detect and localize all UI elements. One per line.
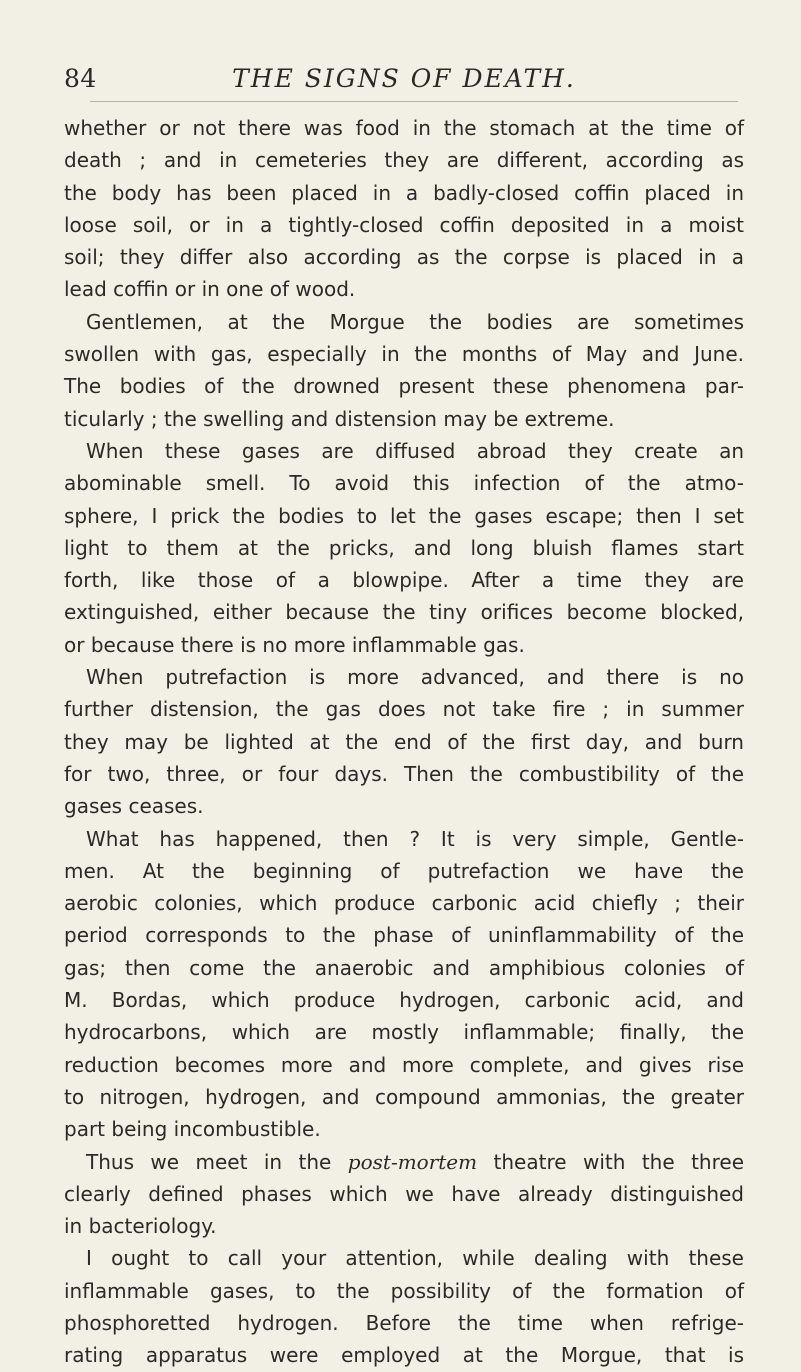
page-number: 84 [64,64,97,93]
text-line: Gentlemen, at the Morgue the bodies are sometimes [86,309,744,334]
body-text [64,112,744,1372]
text-line: part being incombustible. [64,1117,321,1142]
text-line: further distension, the gas does not take fire ; in summer [64,697,744,722]
text-line: aerobic colonies, which produce carbonic acid chiefly ; their [64,891,744,916]
emphasis-post-mortem: post-mortem [347,1149,478,1174]
text-line: When putrefaction is more advanced, and there is no [86,665,744,690]
text-line: period corresponds to the phase of uninflammability of the [64,923,744,948]
text-line: When these gases are diffused abroad they create an [86,438,744,463]
text-line: The bodies of the drowned present these phenomena par- [64,374,744,399]
text-line: lead coffin or in one of wood. [64,277,356,302]
text-line: men. At the beginning of putrefaction we have the [64,858,744,883]
text-line: extinguished, either because the tiny orifices become blocked, [64,600,744,625]
text-fragment: Thus we meet in the [86,1149,348,1174]
text-line: forth, like those of a blowpipe. After a time they are [64,568,744,593]
text-line: M. Bordas, which produce hydrogen, carbonic acid, and [64,988,744,1013]
text-line [64,1146,744,1178]
text-line: the body has been placed in a badly-closed coffin placed in [64,180,744,205]
text-line: whether or not there was food in the stomach at the time of [64,116,744,140]
text-line: swollen with gas, especially in the months of May and June. [64,342,744,367]
text-line: abominable smell. To avoid this infection of the atmo- [64,471,744,496]
text-line: sphere, I prick the bodies to let the gases escape; then I set [64,503,744,528]
text-line: they may be lighted at the end of the first day, and burn [64,729,744,754]
text-line: or because there is no more inflammable gas. [64,632,525,657]
text-line: I ought to call your attention, while dealing with these [86,1246,744,1271]
text-line: to nitrogen, hydrogen, and compound ammonias, the greater [64,1084,744,1109]
running-title: THE SIGNS OF DEATH. [232,64,576,93]
text-line: hydrocarbons, which are mostly inflammable; finally, the [64,1020,744,1045]
text-line: What has happened, then ? It is very simple, Gentle- [86,826,744,851]
text-line: in bacteriology. [64,1214,217,1239]
text-line: for two, three, or four days. Then the combustibility of the [64,761,744,786]
text-line: clearly defined phases which we have already distinguished [64,1181,744,1206]
header-rule [90,101,738,102]
text-line: phosphoretted hydrogen. Before the time when refrige- [64,1310,744,1335]
text-line: rating apparatus were employed at the Morgue, that is [64,1343,744,1368]
page-header [64,64,744,100]
text-line: loose soil, or in a tightly-closed coffin deposited in a moist [64,212,744,237]
text-line: gases ceases. [64,794,204,819]
text-line: soil; they differ also according as the corpse is placed in a [64,245,744,270]
text-line: gas; then come the anaerobic and amphibious colonies of [64,955,744,980]
text-line: inflammable gases, to the possibility of the formation of [64,1278,744,1303]
text-line: reduction becomes more and more complete, and gives rise [64,1052,744,1077]
text-fragment: theatre with the three [477,1149,744,1174]
text-line: light to them at the pricks, and long bluish flames start [64,535,744,560]
text-line: death ; and in cemeteries they are different, according as [64,148,744,173]
text-line: ticularly ; the swelling and distension may be extreme. [64,406,615,431]
